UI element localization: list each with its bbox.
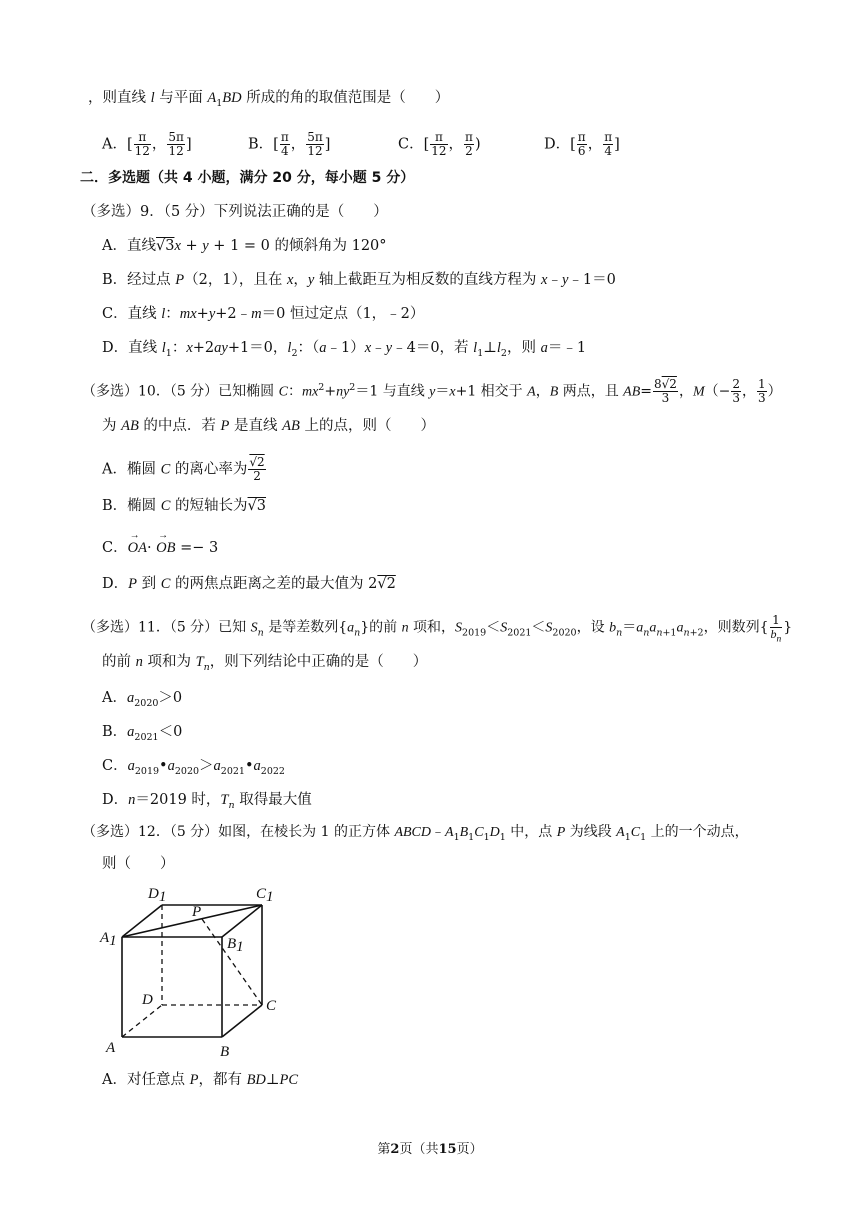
q10-option-a[interactable]: A．椭圆 C 的离心率为 $\frac{√2}{2}$ — [102, 455, 265, 483]
label-d: D — [142, 992, 153, 1008]
q9-option-a[interactable]: A．直线√3x + y + 1 = 0 的倾斜角为 120° — [102, 238, 387, 254]
q11-option-c[interactable]: C．$a_{2019}•a_{2020}>a_{2021}•a_{2022}$ — [102, 758, 285, 777]
label-c: C — [266, 998, 277, 1014]
label-b1: B1 — [227, 936, 244, 955]
q10-stem-line2: 为 AB 的中点．若 P 是直线 AB 上的点，则（ ） — [102, 418, 435, 434]
q8-option-b[interactable]: B．[ $\frac{\pi}{4}$ ， $\frac{5\pi}{12}$ ] — [248, 130, 331, 158]
q11-stem-line2: 的前 n 项和为 $T_n$，则下列结论中正确的是（ ） — [102, 654, 428, 673]
q9-option-b[interactable]: B．经过点 P（2，1），且在 x，y 轴上截距互为相反数的直线方程为 x﹣y﹣1＝0 — [102, 272, 616, 288]
q8-stem-tail: ，则直线 l 与平面 $A_1BD$ 所成的角的取值范围是（ ） — [88, 90, 450, 109]
page-footer: 第2页（共15页） — [377, 1142, 483, 1157]
q8-option-a[interactable]: A．[ $\frac{\pi}{12}$ ， $\frac{5\pi}{12}$ ] — [102, 130, 192, 158]
segment-p-c — [202, 919, 262, 1005]
q12-option-a[interactable]: A．对任意点 P，都有 BD⊥PC — [102, 1072, 299, 1088]
label-a: A — [106, 1040, 116, 1056]
q11-option-d[interactable]: D．n＝2019 时，$T_n$ 取得最大值 — [102, 792, 312, 811]
q10-stem-line1: （多选）10．（5 分）已知椭圆 C：$mx^2+ny^2=1$ 与直线 y＝x+1 相交于 A，B 两点，且 AB= $\frac{8√2}{3}$ ，M（− $\frac{2}{3}$ ， $\frac{1}{3}$ ） — [82, 377, 782, 405]
q11-option-b[interactable]: B．$a_{2021}<0$ — [102, 724, 183, 743]
section-title: 二．多选题（共 4 小题，满分 20 分，每小题 5 分） — [80, 170, 415, 186]
q12-stem-line1: （多选）12．（5 分）如图，在棱长为 1 的正方体 $ABCD﹣A_1B_1C_1D_1$ 中，点 P 为线段 $A_1C_1$ 上的一个动点， — [82, 824, 749, 843]
q9-option-d[interactable]: D．直线 $l_1$：x+2ay+1＝0，$l_2$：（a﹣1）x﹣y﹣4＝0，若 $l_1\perp l_2$，则 a＝﹣1 — [102, 340, 587, 359]
label-d1: D1 — [148, 886, 167, 905]
q8-option-d[interactable]: D．[ $\frac{\pi}{6}$ ， $\frac{\pi}{4}$ ] — [544, 130, 620, 158]
page-current: 2 — [390, 1142, 400, 1157]
q11-stem-line1: （多选）11．（5 分）已知 $S_n$ 是等差数列$\{a_n\}$的前 n 项和，$S_{2019}<S_{2021}<S_{2020}$，设 $b_n=a_na_{n+1}a_{n+2}$，则数列{ $\frac{1}{b_n}$ } — [82, 613, 793, 645]
q11-option-a[interactable]: A．$a_{2020}>0$ — [102, 690, 183, 709]
label-b: B — [220, 1044, 230, 1060]
q8-option-c[interactable]: C．[ $\frac{\pi}{12}$ ， $\frac{\pi}{2}$ ) — [398, 130, 481, 158]
q9-option-c[interactable]: C．直线 l：mx+y+2﹣m＝0 恒过定点（1，﹣2） — [102, 306, 425, 322]
hidden-edge-a-d — [122, 1005, 162, 1037]
q12-stem-line2: 则（ ） — [102, 856, 175, 872]
q9-stem: （多选）9．（5 分）下列说法正确的是（ ） — [82, 204, 388, 220]
label-a1: A1 — [100, 930, 117, 949]
q10-option-d[interactable]: D．P 到 C 的两焦点距离之差的最大值为 2√2 — [102, 576, 396, 592]
q10-option-b[interactable]: B．椭圆 C 的短轴长为√3 — [102, 498, 267, 514]
label-c1: C1 — [256, 886, 274, 905]
page-total: 15 — [438, 1142, 457, 1157]
cube-figure — [96, 880, 296, 1060]
q10-option-c[interactable]: C．→ OA· → OB =− 3 — [102, 538, 218, 558]
label-p: P — [192, 904, 202, 920]
edge-c-b — [222, 1005, 262, 1037]
